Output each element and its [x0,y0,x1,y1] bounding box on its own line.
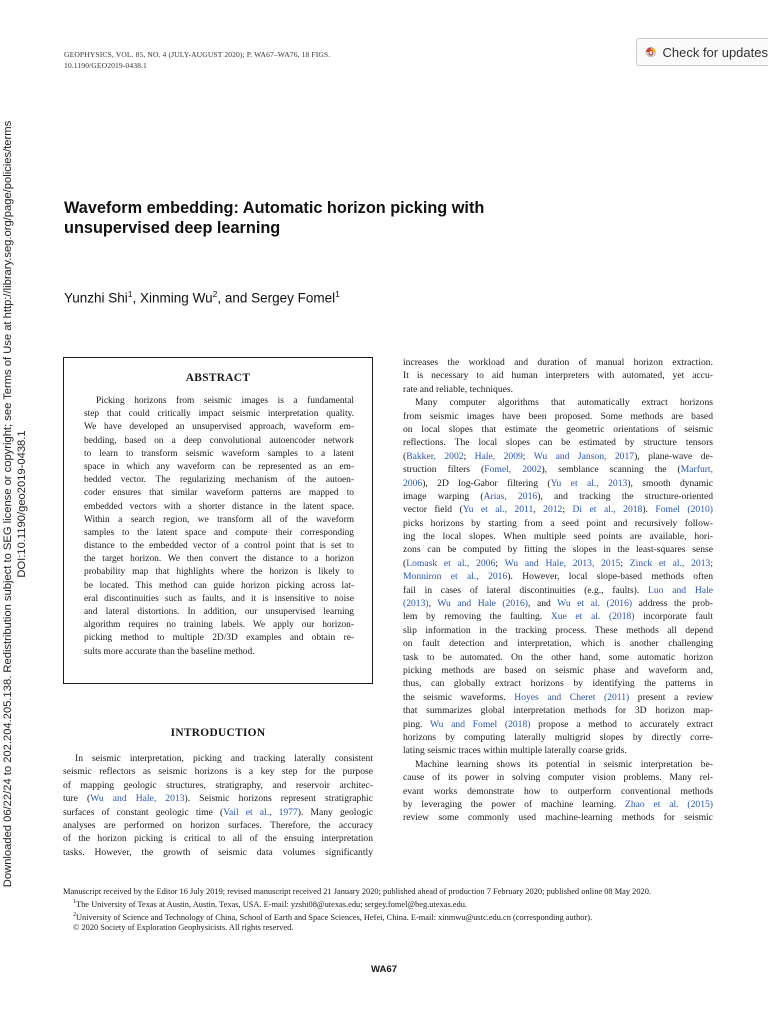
body-text: ), 2D log-Gabor filtering ( [422,477,551,489]
body-text-line [403,677,713,690]
abstract-line: samples to the latent space and compute their corresponding [84,527,354,538]
affiliation-text: The University of Texas at Austin, Austin, Texas, USA. E-mail: yzshi08@utexas.edu; sergey.fomel@beg.utexas.edu. [76,900,467,909]
body-text: vector field ( [403,504,463,516]
body-text-line [403,383,713,396]
author-name: Xinming Wu [140,290,213,306]
body-text: lem by removing the faulting. [403,611,551,623]
citation-link[interactable]: Fomel (2010) [655,504,713,516]
body-text-line [403,423,713,436]
author-affiliation-mark: 1 [335,289,340,299]
body-text: , [533,504,544,516]
body-text: incorporate fault [634,611,713,623]
body-text: ; [562,504,573,516]
journal-citation: GEOPHYSICS, VOL. 85, NO. 4 (JULY-AUGUST 2020); P. WA67–WA76, 18 FIGS. [64,50,331,59]
abstract-line: space in which any waveform can be represented as an em- [84,461,354,472]
citation-link[interactable]: Wu and Hale, 2013 [90,793,185,805]
author-separator: , [132,290,141,306]
introduction-right-column [403,356,713,825]
download-notice [0,0,40,1024]
body-text: analyses are performed on horizon surfaces. Therefore, the accuracy [63,819,373,831]
body-text: the seismic waveforms. [403,691,515,703]
paper-title-line2: unsupervised deep learning [64,219,281,237]
body-text: thus, can globally extract horizons by identifying the patterns in [403,678,713,690]
citation-link[interactable]: Yu et al., 2011 [462,504,534,516]
body-text-line [403,744,713,757]
body-text: increases the workload and duration of manual horizon extraction. [403,357,713,368]
body-text: ( [403,450,407,462]
citation-link[interactable]: Zhao et al. (2015) [624,798,713,810]
body-text: cause of its power in solving computer vision problems. Many rel- [403,772,713,784]
body-text: present a review [629,691,713,703]
author-name: Yunzhi Shi [64,290,128,306]
body-text: seismic reflectors as seismic horizons is a key step for the purpose [63,766,373,778]
citation-link[interactable]: Hoyes and Cheret (2011) [514,691,630,703]
body-text: evant works demonstrate how to outperform conventional methods [403,785,713,797]
abstract-line: Picking horizons from seismic images is a fundamental [96,396,354,406]
body-text-line [403,584,713,597]
body-text-line [63,765,373,778]
journal-header [64,49,330,71]
paper-title [64,198,624,238]
citation-link[interactable]: (2013) [403,598,429,610]
body-text: ( [403,557,407,569]
body-text-line [403,758,713,771]
check-for-updates-button[interactable] [636,38,768,66]
body-text: rate and reliable, techniques. [403,383,514,395]
body-text: of the horizon picking is critical to all of the ensuing interpretation [63,833,373,845]
body-text: picks horizons by starting from a seed point and recursively follow- [403,517,713,529]
abstract-line: Within a search region, we transform all of the waveform [84,514,354,525]
body-text-line [403,731,713,744]
body-text-line [63,779,373,792]
abstract-box [63,357,373,684]
abstract-line: We have developed an unsupervised approach, waveform em- [84,422,354,433]
body-text-line [403,610,713,623]
body-text-line [403,450,713,463]
body-text-line [403,477,713,490]
body-text: ; [463,450,475,462]
body-text-line [403,410,713,423]
download-notice-doi: DOI:10.1190/geo2019-0438.1 [15,430,28,578]
abstract-line: bedded vector. The regularizing mechanism of the autoen- [84,475,354,486]
body-text: ). [642,504,656,516]
body-text: Machine learning shows its potential in seismic interpretation be- [415,758,713,770]
citation-link[interactable]: Zinck et al., 2013 [629,557,711,569]
body-text-line [63,832,373,845]
body-text: on local slopes that estimate the geometric orientations of seismic [403,423,713,435]
body-text-line [403,570,713,583]
body-text: that summarizes global interpretation methods for 3D horizon map- [403,705,713,717]
body-text: ing the local slopes. When multiple seed points are available, hori- [403,531,713,543]
body-text: ), semblance scanning the ( [541,464,681,476]
affiliation-2 [63,910,718,923]
body-text: review some commonly used machine-learning methods for seismic [403,812,713,824]
download-notice-line1: Downloaded 06/22/24 to 202.204.205.138. Redistribution subject to SEG license or copyright; see Terms of Use at http://library.seg.org/page/policies/terms [2,120,14,888]
body-text-line [403,396,713,409]
body-text-line [403,651,713,664]
citation-link[interactable]: Di et al., 2018 [572,504,643,516]
body-text: ture ( [63,793,91,805]
citation-link[interactable]: Wu et al. (2016) [557,598,633,610]
abstract-line: picking method to multiple 2D/3D examples and obtain re- [84,633,354,644]
abstract-line: the target horizon. We then convert the distance to a horizon [84,554,354,565]
body-text-line [63,806,373,819]
body-text: fail in cases of lateral discontinuities (e.g., faults). [403,584,649,596]
body-text: , [428,598,438,610]
affiliation-mark: 2 [73,912,76,919]
copyright: © 2020 Society of Exploration Geophysicists. All rights reserved. [73,923,294,933]
body-text-line [403,557,713,570]
body-text-line [403,785,713,798]
citation-link[interactable]: Hale, 2009 [474,450,523,462]
body-text: ; [495,557,505,569]
body-text-line [403,771,713,784]
citation-link[interactable]: Yu et al., 2013 [550,477,628,489]
abstract-line: bedding, based on a deep convolutional autoencoder network [84,435,354,446]
paper-title-line1: Waveform embedding: Automatic horizon picking with [64,199,485,217]
introduction-left-column [63,752,373,859]
body-text: image warping ( [403,490,484,502]
body-text-line [403,811,713,824]
body-text: ; [522,450,534,462]
body-text-line [403,624,713,637]
body-text: It is necessary to aid human interpreters with automated, yet accu- [403,370,713,382]
body-text: picking methods are based on seismic phase and waveform and, [403,664,713,676]
body-text-line [63,792,373,805]
citation-link[interactable]: 2006 [403,477,423,489]
abstract-line: coder ensures that similar waveform patterns are mapped to [84,488,354,499]
author-separator: , and [217,290,252,306]
body-text: of mapping geologic structures, stratigraphy, and reservoir architec- [63,779,373,791]
body-text: address the prob- [632,598,713,610]
citation-link[interactable]: Lomask et al., 2006 [406,557,496,569]
body-text-line [403,463,713,476]
affiliation-mark: 1 [73,899,76,906]
check-for-updates-label: Check for updates [662,44,768,60]
introduction-heading: INTRODUCTION [170,727,266,739]
body-text: zons can be computed by fitting the slopes in the least-squares sense [403,544,713,556]
body-text-line [403,356,713,369]
author-affiliation-mark: 2 [212,289,218,299]
body-text-line [403,517,713,530]
body-text-line [403,597,713,610]
body-text-line [403,691,713,704]
abstract-line: eral discontinuities such as faults, and it is insensitive to noise [84,593,354,604]
citation-link[interactable]: Luo and Hale [648,584,713,596]
body-text: ping. [403,718,430,730]
body-text: ). Seismic horizons represent stratigraphic [184,793,373,805]
abstract-line: be located. This method can guide horizon picking across lat- [84,580,354,591]
body-text: horizons by computing laterally multigrid slopes by directly corre- [403,731,713,743]
affiliation-text: University of Science and Technology of China, School of Earth and Space Sciences, Hefei, China. E-mail: xinmwu@ustc.edu.cn (corresponding author). [76,913,593,922]
citation-link[interactable]: Vail et al., 1977 [223,806,298,818]
body-text-line [403,543,713,556]
body-text-line [403,664,713,677]
citation-link[interactable]: Arias, 2016 [483,490,538,502]
abstract-line: embedded vectors with a shorter distance in the latent space. [84,501,354,512]
body-text: ), smooth dynamic [627,477,713,489]
footnotes [63,887,718,933]
body-text: slip information in the tracking process. These methods all depend [403,624,713,636]
body-text: surfaces of constant geologic time ( [63,806,224,818]
body-text: , and [528,598,558,610]
body-text: task to be automated. On the other hand, some automatic horizon [403,651,713,663]
body-text-line [403,718,713,731]
author-list [64,289,340,306]
body-text: In seismic interpretation, picking and tracking laterally consistent [75,753,373,764]
citation-link[interactable]: Fomel, 2002 [484,464,542,476]
abstract-body [84,395,354,659]
crossmark-icon [645,42,656,62]
citation-link[interactable]: Wu and Hale, 2013, 2015 [504,557,621,569]
body-text: lating seismic traces within multiple laterally coarse grids. [403,745,627,757]
body-text-line [63,819,373,832]
body-text: tasks. However, the growth of seismic data volumes significantly [63,846,373,858]
page-number: WA67 [370,964,398,975]
body-text: on fault detection and interpretation, which is another challenging [403,638,713,650]
body-text: propose a method to accurately extract [530,718,713,730]
body-text: from seismic images have been proposed. Some methods are based [403,410,713,422]
abstract-line: step that could critically impact seismic interpretation quality. [84,409,354,420]
citation-link[interactable]: Xue et al. (2018) [550,611,635,623]
citation-link[interactable]: 2012 [543,504,563,516]
body-text: ). Many geologic [297,806,373,818]
body-text-line [403,530,713,543]
body-text-line [63,752,373,765]
body-text: by leveraging the power of machine learning. [403,798,625,810]
journal-doi: 10.1190/GEO2019-0438.1 [64,61,147,70]
author-name: Sergey Fomel [251,290,336,306]
body-text-line [403,798,713,811]
abstract-line: probability map that highlights where the horizon is likely to [84,567,354,578]
abstract-line: to learn to transform seismic waveform samples to a latent [84,448,354,459]
manuscript-dates: Manuscript received by the Editor 16 July 2019; revised manuscript received 21 January 2020; published ahead of production 7 February 2020; published online 08 May 2020. [63,887,651,896]
citation-link[interactable]: Wu and Janson, 2017 [533,450,635,462]
body-text: ; [710,557,713,569]
body-text-line [63,846,373,859]
body-text: ; [620,557,630,569]
body-text-line [403,490,713,503]
abstract-line: distance to the embedded vector of a control point that is set to [84,541,354,552]
body-text-line [403,704,713,717]
body-text-line [403,436,713,449]
abstract-line: and lateral distortions. In addition, our unsupervised learning [84,607,354,617]
body-text-line [403,637,713,650]
citation-link[interactable]: Bakker, 2002 [406,450,464,462]
body-text-line [403,369,713,382]
body-text: ). However, local slope-based methods often [507,571,713,583]
citation-link[interactable]: Wu and Fomel (2018) [429,718,531,730]
body-text: Many computer algorithms that automatically extract horizons [415,397,713,409]
body-text: ), and tracking the structure-oriented [537,490,713,502]
body-text-line [403,503,713,516]
body-text: reflections. The local slopes can be estimated by structure tensors [403,437,713,449]
citation-link[interactable]: Wu and Hale (2016) [437,598,528,610]
body-text: struction filters ( [403,464,485,476]
author-affiliation-mark: 1 [127,289,133,299]
abstract-heading: ABSTRACT [185,372,251,384]
abstract-line: algorithm requires no training labels. We apply our horizon- [84,620,354,631]
citation-link[interactable]: Marfurt, [680,464,713,476]
abstract-line: sults more accurate than the baseline method. [84,646,255,657]
body-text: ), plane-wave de- [634,450,713,462]
affiliation-1 [63,897,718,910]
citation-link[interactable]: Monniron et al., 2016 [403,571,508,583]
